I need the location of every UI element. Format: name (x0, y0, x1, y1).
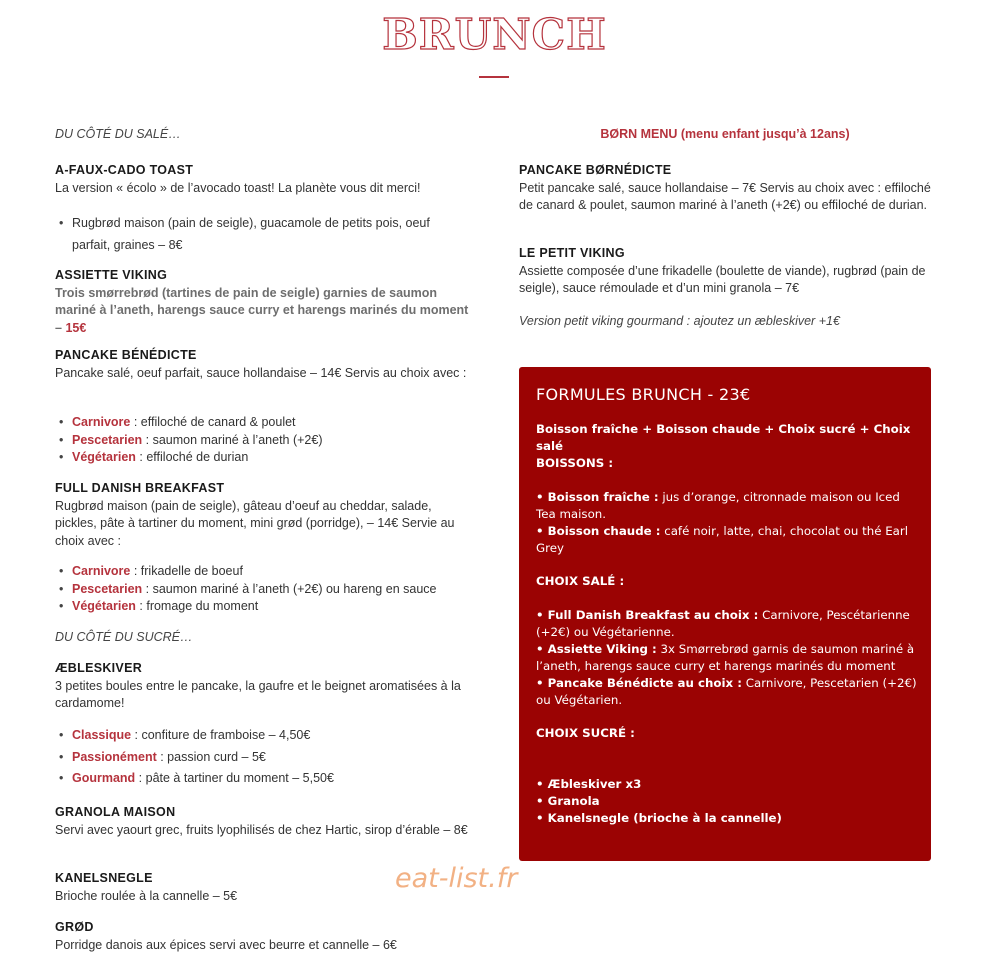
option-text: : fromage du moment (135, 599, 259, 613)
option-label: Pescetarien (72, 432, 143, 447)
option-label: Carnivore (72, 415, 131, 429)
menu-item-pancake-benedicte (55, 347, 470, 382)
benedicte-options-list (55, 414, 470, 467)
item-name: KANELSNEGLE (55, 871, 153, 885)
list-item (55, 598, 470, 616)
option-text: : saumon mariné à l’aneth (+2€) ou hareng en sauce (142, 581, 437, 596)
option-label: Classique (72, 728, 132, 742)
list-item (55, 581, 470, 599)
list-item: • Kanelsnegle (brioche à la cannelle) (536, 811, 782, 825)
item-description: Petit pancake salé, sauce hollandaise – 7€ Servis au choix avec : effiloché de canard & poulet, saumon mariné à l’aneth (+2€) ou effiloché de durian. (519, 180, 931, 212)
option-label: Carnivore (72, 564, 131, 578)
option-label: Pescetarien (72, 581, 143, 596)
item-name: PANCAKE BØRNÉDICTE (519, 163, 672, 177)
item-description (55, 285, 470, 338)
boissons-list (536, 489, 917, 557)
aebleskiver-options-list (55, 725, 470, 790)
option-label: • Full Danish Breakfast au choix : (536, 608, 759, 622)
list-item (536, 523, 917, 557)
item-name: GRØD (55, 920, 94, 934)
option-text: café noir, latte, chai, chocolat ou thé Earl Grey (536, 524, 909, 555)
option-text: : passion curd – 5€ (156, 749, 266, 764)
option-text: Carnivore, Pescétarienne (+2€) ou Végétarienne. (536, 608, 910, 639)
option-text: : pâte à tartiner du moment – 5,50€ (135, 771, 334, 785)
item-description: Pancake salé, oeuf parfait, sauce hollandaise – 14€ Servis au choix avec : (55, 365, 467, 380)
option-text: : confiture de framboise – 4,50€ (131, 728, 311, 742)
option-label: Passionément (72, 749, 157, 764)
option-label: Végétarien (72, 599, 136, 613)
menu-item-aebleskiver (55, 660, 470, 713)
formules-title: FORMULES BRUNCH - 23€ (536, 385, 751, 404)
formules-summary: Boisson fraîche + Boisson chaude + Choix sucré + Choix salé (536, 422, 911, 453)
option-text: 3x Smørrebrød garnis de saumon mariné à l’aneth, harengs sauce curry et harengs marinés du moment (536, 642, 915, 673)
item-name: LE PETIT VIKING (519, 246, 625, 260)
option-label: • Boisson fraîche : (536, 490, 659, 504)
item-description: Porridge danois aux épices servi avec beurre et cannelle – 6€ (55, 937, 397, 952)
menu-item-full-danish-breakfast (55, 480, 470, 550)
kids-menu-column (519, 0, 931, 360)
option-label: Végétarien (72, 450, 136, 464)
menu-item-avocado-toast (55, 162, 470, 197)
list-item (536, 607, 917, 641)
option-text: : effiloché de canard & poulet (130, 415, 296, 429)
choix-sucre-heading: CHOIX SUCRÉ : (536, 726, 635, 740)
list-item (55, 432, 470, 450)
item-description: Servi avec yaourt grec, fruits lyophilisés de chez Hartic, sirop d’érable – 8€ (55, 822, 468, 837)
list-item: • Rugbrød maison (pain de seigle), guacamole de petits pois, oeuf parfait, graines – 8€ (55, 212, 440, 256)
item-description: Rugbrød maison (pain de seigle), gâteau d’oeuf au cheddar, salade, pickles, pâte à tartiner du moment, mini grød (porridge), – 14€ Servie au choix avec : (55, 498, 455, 548)
option-label: Gourmand (72, 771, 136, 785)
list-item: • Granola (536, 794, 600, 808)
avocado-options-list (55, 212, 440, 256)
kids-menu-title: BØRN MENU (menu enfant jusqu’à 12ans) (600, 127, 850, 141)
item-name: PANCAKE BÉNÉDICTE (55, 348, 197, 362)
list-item: • Æbleskiver x3 (536, 777, 642, 791)
menu-item-petit-viking (519, 245, 931, 298)
list-item (55, 768, 470, 790)
choix-sucre-list (536, 776, 917, 827)
menu-item-assiette-viking (55, 267, 470, 337)
option-text: Carnivore, Pescetarien (+2€) ou Végétarien. (536, 676, 917, 707)
description-text: Trois smørrebrød (tartines de pain de seigle) garnies de saumon mariné à l’aneth, harengs sauce curry et harengs marinés du moment – (55, 285, 469, 335)
list-item (55, 725, 470, 747)
formules-brunch-panel (519, 367, 931, 861)
watermark: eat-list.fr (395, 863, 518, 894)
boissons-heading: BOISSONS : (536, 456, 614, 470)
option-text: jus d’orange, citronnade maison ou Iced Tea maison. (536, 490, 900, 521)
danish-options-list (55, 563, 470, 616)
choix-sale-heading: CHOIX SALÉ : (536, 574, 625, 588)
option-text: : frikadelle de boeuf (130, 564, 243, 578)
list-item (536, 641, 917, 675)
item-name: GRANOLA MAISON (55, 805, 176, 819)
item-description: Assiette composée d’une frikadelle (boulette de viande), rugbrød (pain de seigle), sauce rémoulade et d’un mini granola – 7€ (519, 263, 926, 295)
item-name: A-FAUX-CADO TOAST (55, 163, 194, 177)
option-label: • Assiette Viking : (536, 642, 657, 656)
gourmand-note: Version petit viking gourmand : ajoutez un æbleskiver +1€ (519, 314, 840, 328)
list-item (536, 489, 917, 523)
list-item (55, 449, 470, 467)
menu-item-granola (55, 804, 470, 839)
menu-item-grod (55, 919, 470, 954)
page-title: BRUNCH (382, 10, 607, 59)
option-text: : effiloché de durian (135, 450, 249, 464)
title-divider (479, 76, 509, 78)
savory-section-heading: DU CÔTÉ DU SALÉ… (55, 127, 181, 141)
item-name: FULL DANISH BREAKFAST (55, 481, 225, 495)
choix-sale-list (536, 607, 917, 709)
list-item (55, 563, 470, 581)
option-label: • Pancake Bénédicte au choix : (536, 676, 742, 690)
option-text: : saumon mariné à l’aneth (+2€) (142, 432, 323, 447)
list-item (55, 747, 470, 769)
list-item (55, 414, 470, 432)
price: 15€ (65, 320, 87, 335)
option-label: • Boisson chaude : (536, 524, 661, 538)
savory-sweet-column (55, 0, 470, 980)
sweet-section-heading: DU CÔTÉ DU SUCRÉ… (55, 630, 193, 644)
item-description: 3 petites boules entre le pancake, la gaufre et le beignet aromatisées à la cardamome! (55, 678, 461, 710)
menu-item-pancake-bornedicte (519, 162, 931, 215)
item-description: La version « écolo » de l’avocado toast! La planète vous dit merci! (55, 180, 421, 195)
item-name: ÆBLESKIVER (55, 661, 143, 675)
item-name: ASSIETTE VIKING (55, 268, 168, 282)
item-description: Brioche roulée à la cannelle – 5€ (55, 888, 238, 903)
list-item (536, 675, 917, 709)
